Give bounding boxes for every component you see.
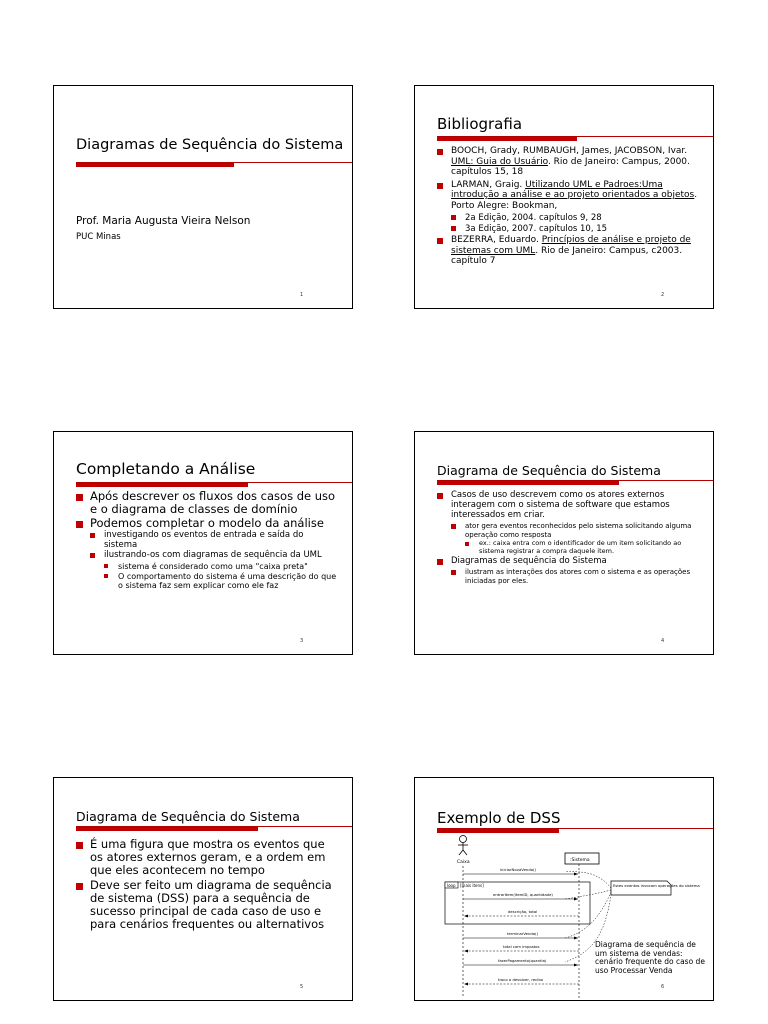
message-label: fazerPagamento(quantia) bbox=[498, 958, 547, 963]
title-accent bbox=[437, 481, 619, 485]
list-subitem: investigando os eventos de entrada e saída do sistema bbox=[90, 531, 338, 550]
list-item: Casos de uso descrevem como os atores externos interagem com o sistema de software que estamos interessados em criar. bbox=[437, 490, 699, 520]
arrowhead bbox=[464, 950, 468, 953]
arrowhead bbox=[464, 915, 468, 918]
slide-5 bbox=[53, 777, 353, 1001]
note-text: Estes eventos invocam operações do sistema bbox=[613, 883, 700, 888]
bibliography-list bbox=[437, 146, 699, 269]
message-label: iniciarNovaVenda() bbox=[500, 867, 537, 872]
slide-title: Diagrama de Sequência do Sistema bbox=[76, 809, 300, 824]
list-item: É uma figura que mostra os eventos que os atores externos geram, e a ordem em que eles acontecem no tempo bbox=[76, 838, 338, 877]
page-number: 4 bbox=[661, 638, 665, 644]
title-accent bbox=[437, 137, 577, 141]
list-subitem: ator gera eventos reconhecidos pelo sistema solicitando alguma operação como resposta bbox=[451, 522, 699, 539]
slide-title: Diagramas de Sequência do Sistema bbox=[76, 137, 344, 153]
bullet-list bbox=[76, 490, 338, 591]
slide-title: Bibliografia bbox=[437, 115, 523, 133]
loop-guard: [mais itens] bbox=[460, 883, 484, 888]
list-item: BOOCH, Grady, RUMBAUGH, James, JACOBSON, Ivar. UML: Guia do Usuário. Rio de Janeiro: Campus, 2000. capítulos 15, 18 bbox=[437, 146, 699, 178]
title-accent bbox=[76, 163, 234, 167]
list-subitem: ilustram as interações dos atores com o sistema e as operações iniciadas por eles. bbox=[451, 568, 699, 585]
author: Prof. Maria Augusta Vieira Nelson bbox=[76, 215, 251, 227]
message-label: terminarVenda() bbox=[507, 931, 539, 936]
page-number: 5 bbox=[300, 984, 304, 990]
list-subsubitem: O comportamento do sistema é uma descrição do que o sistema faz sem explicar como ele faz bbox=[104, 572, 338, 590]
page-number: 1 bbox=[300, 292, 304, 298]
slide-2 bbox=[414, 85, 714, 309]
slide-title: Diagrama de Sequência do Sistema bbox=[437, 463, 661, 478]
diagram-caption: Diagrama de sequência de um sistema de vendas: cenário frequente do caso de uso Processar Venda bbox=[595, 940, 705, 975]
bullet-list bbox=[437, 490, 699, 586]
list-subitem: 2a Edição, 2004. capítulos 9, 28 bbox=[451, 213, 699, 223]
message-label: troco a devolver, recibo bbox=[498, 977, 544, 982]
slide-4 bbox=[414, 431, 714, 655]
arrowhead bbox=[464, 983, 468, 986]
list-item: Após descrever os fluxos dos casos de uso e o diagrama de classes de domínio bbox=[76, 490, 338, 516]
bullet-list bbox=[76, 838, 338, 933]
message-label: descrição, total bbox=[508, 909, 538, 914]
arrowhead bbox=[574, 898, 578, 901]
arrowhead bbox=[574, 964, 578, 967]
institution: PUC Minas bbox=[76, 232, 121, 242]
arrowhead bbox=[574, 937, 578, 940]
list-item: Podemos completar o modelo da análise bbox=[76, 517, 338, 530]
slide-1 bbox=[53, 85, 353, 309]
message-label: entrarItem(itemID, quantidade) bbox=[493, 892, 553, 897]
loop-label: loop bbox=[447, 883, 456, 888]
list-subsubitem: sistema é considerado como uma "caixa preta" bbox=[104, 562, 338, 571]
loop-frame bbox=[445, 882, 590, 924]
list-subsubitem: ex.: caixa entra com o identificador de um item solicitando ao sistema registrar a compra daquele item. bbox=[465, 540, 699, 555]
actor-label: Caixa bbox=[457, 860, 470, 865]
page-number: 3 bbox=[300, 638, 304, 644]
system-label: :Sistema bbox=[570, 858, 590, 863]
message-label: total com impostos bbox=[503, 944, 540, 949]
book-title-link: Utilizando UML e Padroes:Uma introdução a análise e ao projeto orientados a objetos bbox=[451, 179, 695, 200]
list-item: Deve ser feito um diagrama de sequência de sistema (DSS) para a sequência de sucesso principal de cada caso de uso e para cenários frequentes ou alternativos bbox=[76, 879, 338, 931]
list-item: Diagramas de sequência do Sistema bbox=[437, 556, 699, 566]
slide-title: Completando a Análise bbox=[76, 460, 256, 478]
slide-3 bbox=[53, 431, 353, 655]
title-accent bbox=[76, 827, 258, 831]
slide-title: Exemplo de DSS bbox=[437, 809, 561, 827]
page-number: 6 bbox=[661, 984, 665, 990]
page-number: 2 bbox=[661, 292, 665, 298]
list-subitem: 3a Edição, 2007. capítulos 10, 15 bbox=[451, 224, 699, 234]
arrowhead bbox=[574, 873, 578, 876]
slide-6 bbox=[414, 777, 714, 1001]
list-item: BEZERRA, Eduardo. Princípios de análise e projeto de sistemas com UML. Rio de Janeiro: Campus, c2003. capítulo 7 bbox=[437, 235, 699, 267]
list-item: LARMAN, Graig. Utilizando UML e Padroes:Uma introdução a análise e ao projeto orientados a objetos. Porto Alegre: Bookman, bbox=[437, 180, 699, 212]
actor-icon bbox=[458, 836, 468, 856]
title-accent bbox=[76, 483, 248, 487]
book-title-link: UML: Guia do Usuário bbox=[451, 156, 548, 167]
list-subitem: ilustrando-os com diagramas de sequência da UML bbox=[90, 551, 338, 561]
book-title-link: Princípios de análise e projeto de sistemas com UML bbox=[451, 235, 691, 256]
